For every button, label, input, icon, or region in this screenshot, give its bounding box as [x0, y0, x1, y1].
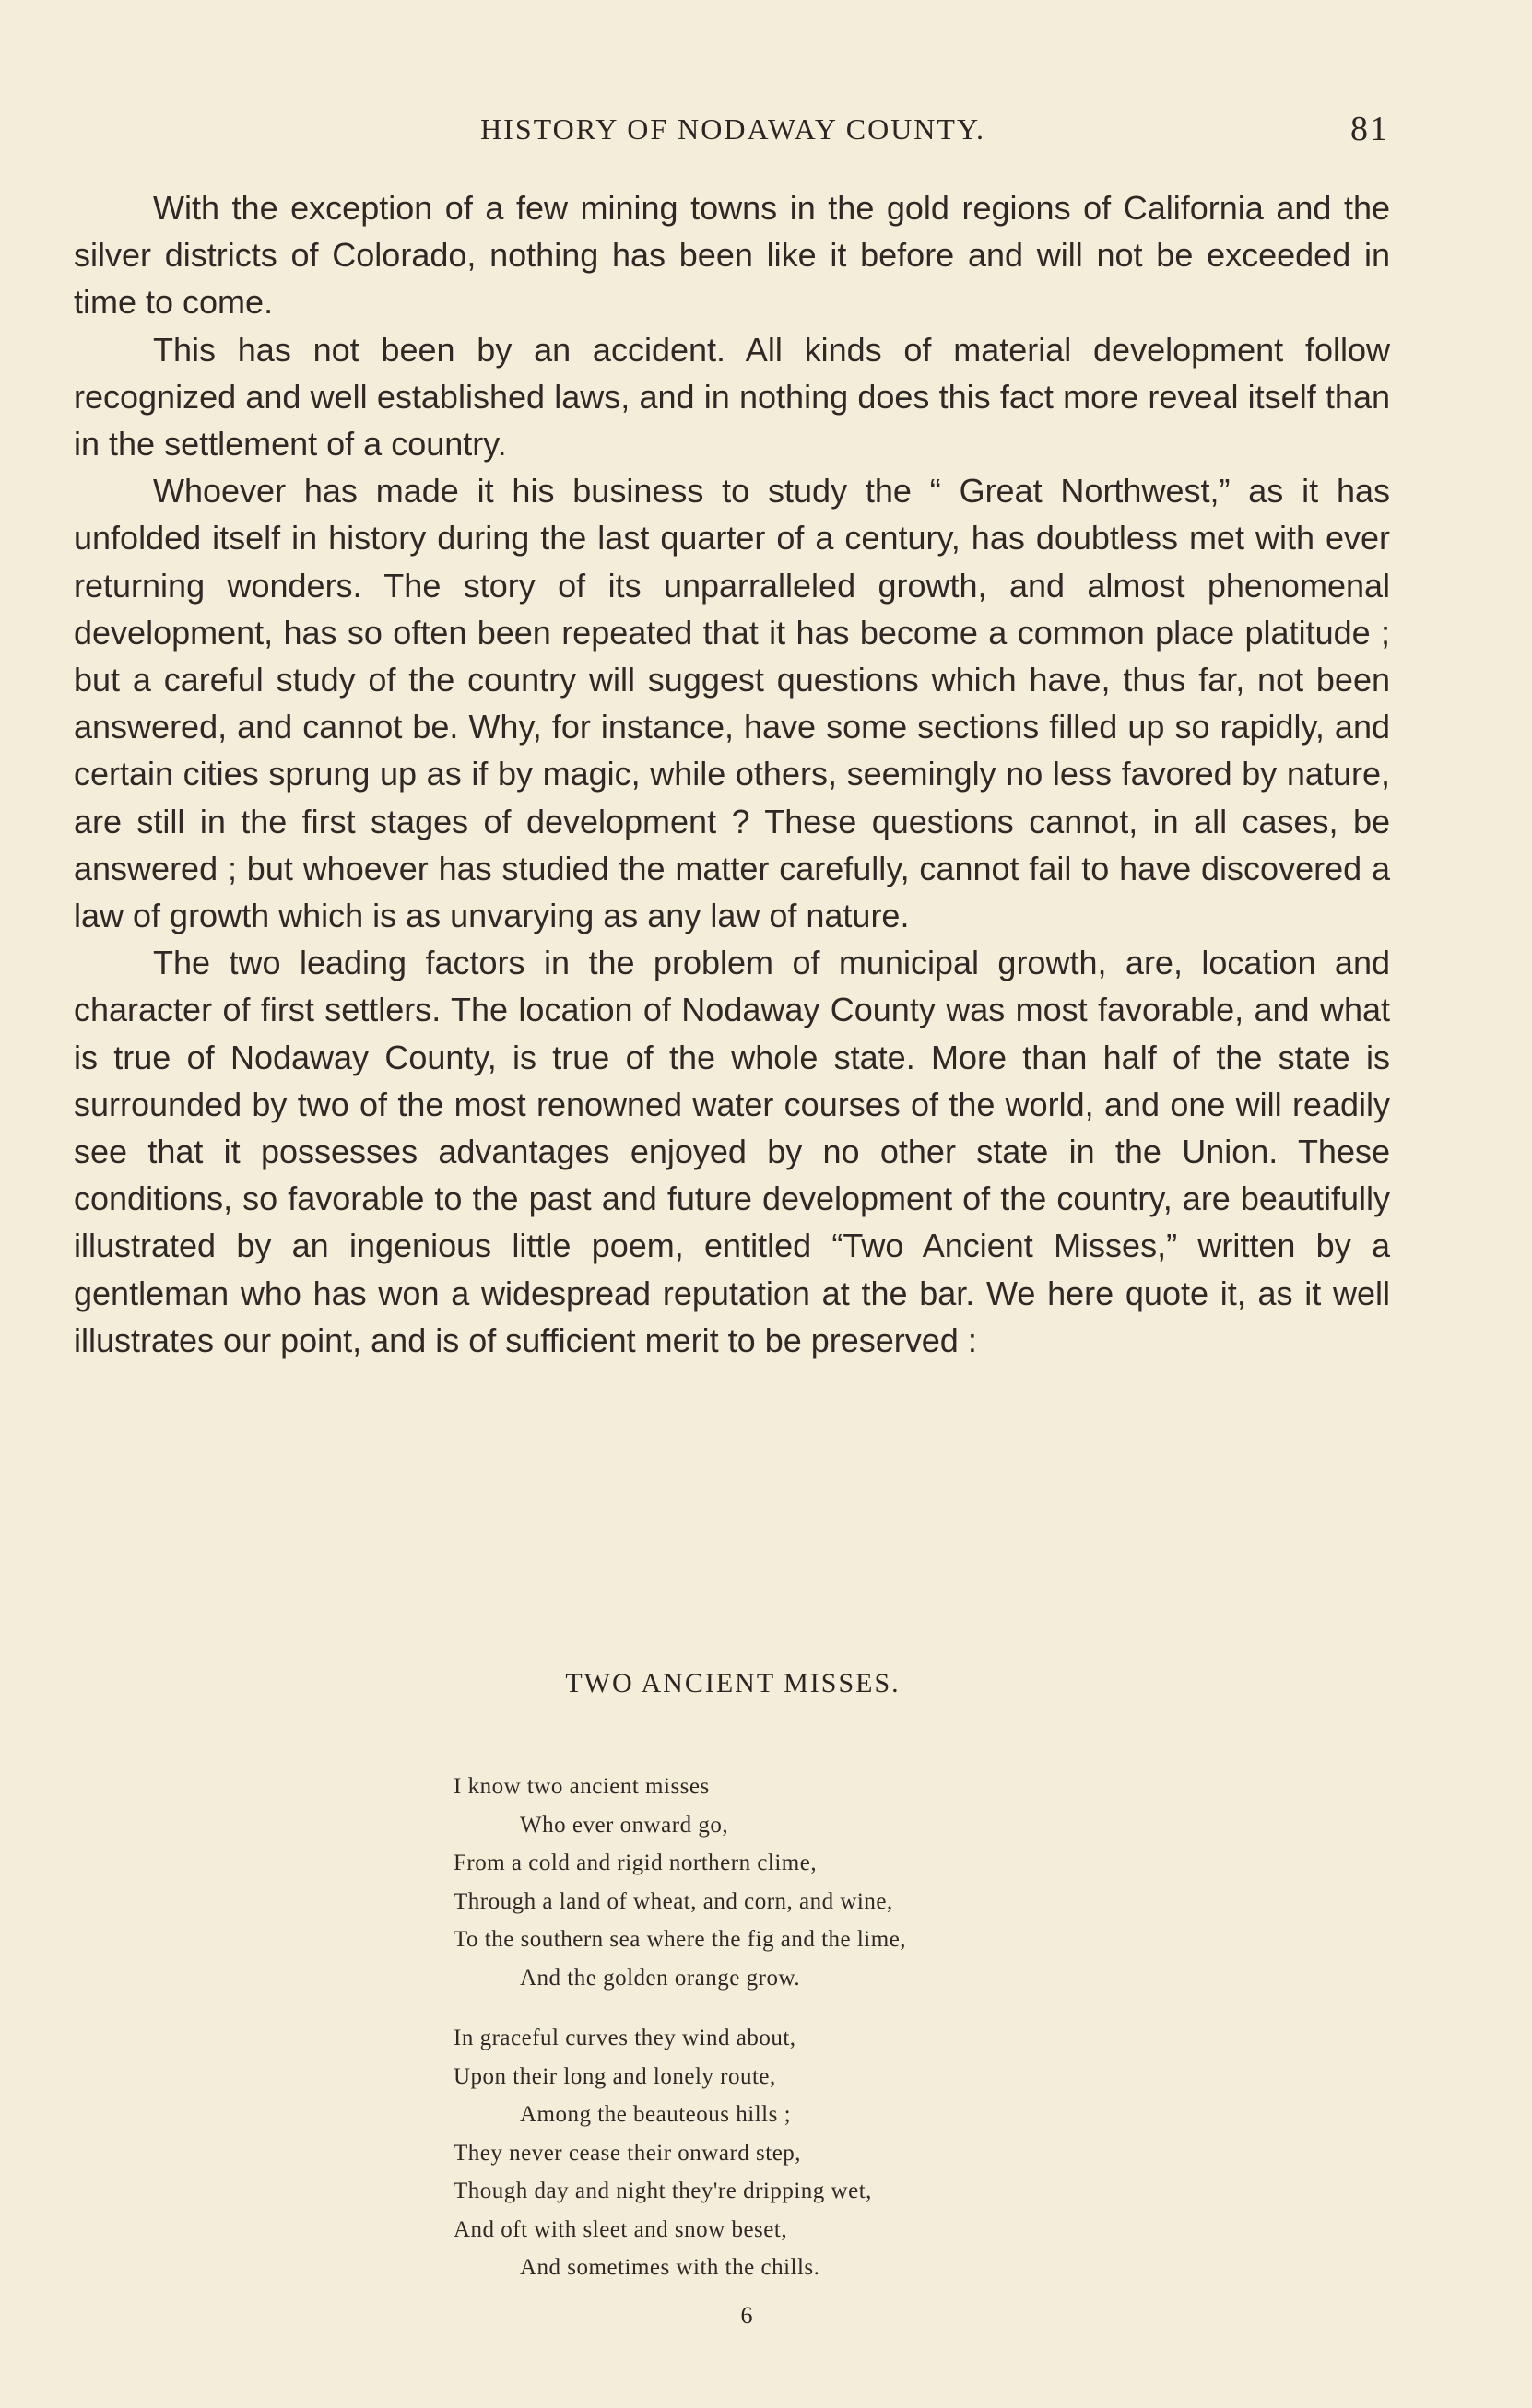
signature-mark: 6	[740, 2302, 753, 2329]
poem-line: Through a land of wheat, and corn, and wine,	[454, 1888, 893, 1914]
poem-line: From a cold and rigid northern clime,	[454, 1850, 818, 1875]
paragraph: This has not been by an accident. All kinds of material development follow recognized and well established laws, and in nothing does this fact more reveal itself than in the settlement of a country.	[74, 330, 1390, 464]
poem-line: To the southern sea where the fig and the lime,	[454, 1927, 907, 1952]
paragraph: With the exception of a few mining towns in the gold regions of California and the silver districts of Colorado, nothing has been like it before and will not be exceeded in time to come.	[74, 189, 1390, 322]
poem-line: And the golden orange grow.	[520, 1965, 801, 1991]
body-text	[74, 184, 1390, 1364]
poem-line: Among the beauteous hills ;	[520, 2102, 792, 2127]
poem-line: Who ever onward go,	[520, 1812, 729, 1838]
poem-line: Upon their long and lonely route,	[454, 2063, 776, 2089]
paragraph: The two leading factors in the problem of municipal growth, are, location and character of first settlers. The location of Nodaway County was most favorable, and what is true of Nodaway County, is true of the whole state. More than half of the state is surrounded by two of the most renowned water courses of the world, and one will readily see that it possesses advantages enjoyed by no other state in the Union. These conditions, so favorable to the past and future development of the country, are beautifully illustrated by an ingenious little poem, entitled “Two Ancient Misses,” written by a gentleman who has won a widespread reputation at the bar. We here quote it, as it well illustrates our point, and is of sufficient merit to be preserved :	[74, 944, 1390, 1359]
paragraph: Whoever has made it his business to study the “ Great Northwest,” as it has unfolded itself in history during the last quarter of a century, has doubtless met with ever returning wonders. The story of its unparralleled growth, and almost phenomenal development, has so often been repeated that it has become a common place platitude ; but a careful study of the country will suggest questions which have, thus far, not been answered, and cannot be. Why, for instance, have some sections filled up so rapidly, and certain cities sprung up as if by magic, while others, seemingly no less favored by nature, are still in the first stages of development ? These questions cannot, in all cases, be answered ; but whoever has studied the matter carefully, cannot fail to have discovered a law of growth which is as unvarying as any law of nature.	[74, 472, 1390, 935]
poem-line: In graceful curves they wind about,	[454, 2026, 796, 2050]
poem-line: And sometimes with the chills.	[520, 2255, 820, 2280]
poem-stanza	[454, 1768, 1154, 1997]
poem	[454, 1768, 1154, 2309]
poem-line: Though day and night they're dripping wet,	[454, 2179, 872, 2203]
poem-line: They never cease their onward step,	[454, 2140, 802, 2166]
poem-line: And oft with sleet and snow beset,	[454, 2216, 788, 2242]
running-head	[0, 112, 1532, 153]
poem-title: TWO ANCIENT MISSES.	[565, 1668, 901, 1698]
poem-stanza	[454, 2019, 1154, 2287]
page-number: 81	[1350, 110, 1389, 148]
running-title: HISTORY OF NODAWAY COUNTY.	[480, 112, 985, 146]
poem-line: I know two ancient misses	[454, 1774, 710, 1799]
